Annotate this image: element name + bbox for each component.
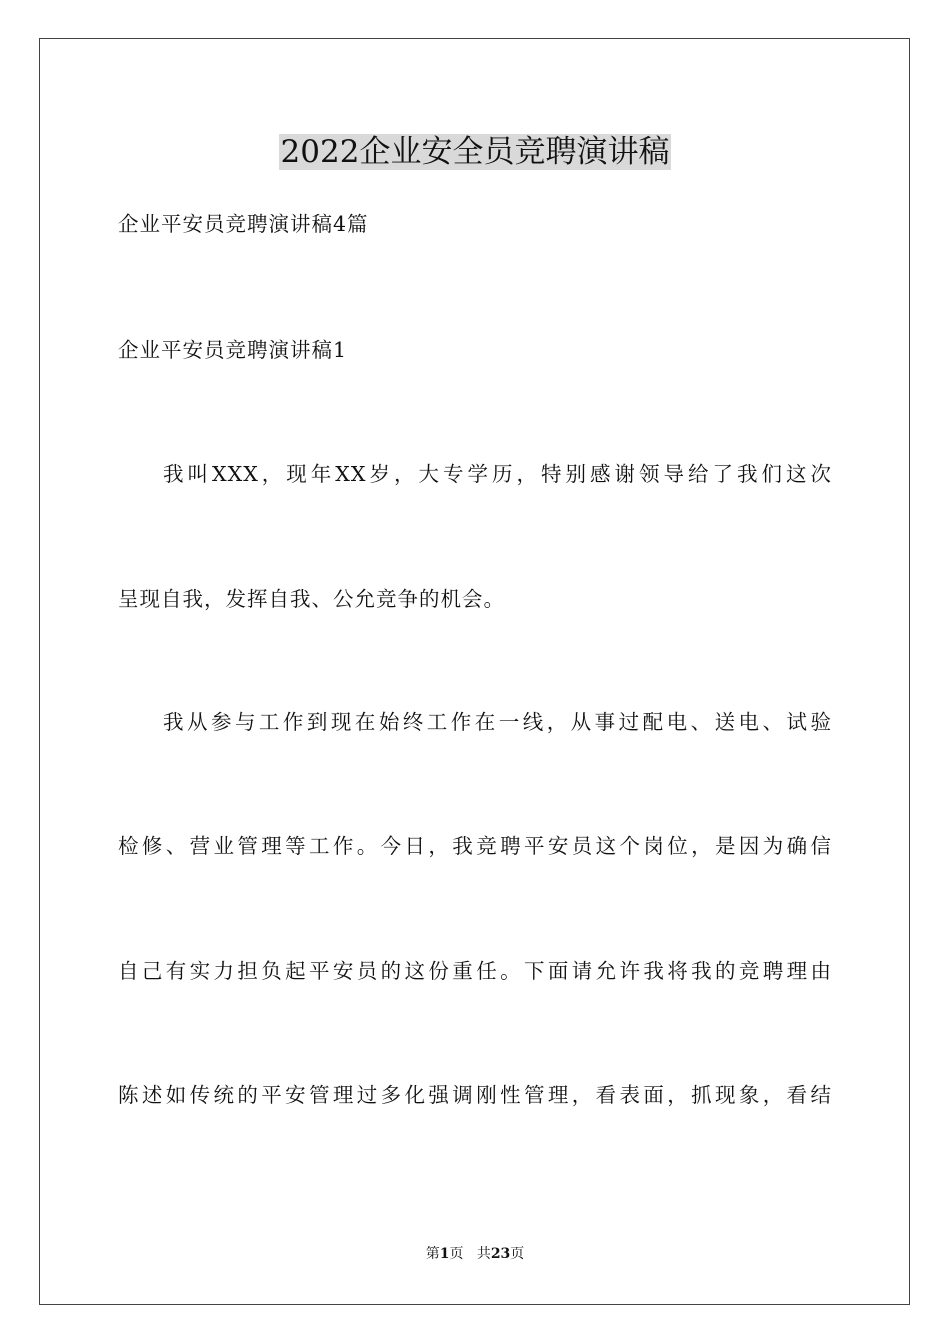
total-suffix: 页 [510,1246,525,1262]
document-title [0,124,950,180]
page-suffix: 页 [449,1246,464,1262]
total-prefix: 共 [476,1246,491,1262]
total-pages: 23 [490,1246,511,1262]
paragraph-line-4: 检修、营业管理等工作。今日，我竞聘平安员这个岗位，是因为确信 [118,834,832,858]
section-heading: 企业平安员竞聘演讲稿1 [118,338,348,362]
paragraph-line-2: 呈现自我，发挥自我、公允竞争的机会。 [118,587,505,611]
page-number: 1 [439,1246,450,1262]
paragraph-line-6: 陈述如传统的平安管理过多化强调刚性管理，看表面，抓现象，看结 [118,1083,832,1107]
document-subtitle: 企业平安员竞聘演讲稿4篇 [118,212,369,236]
paragraph-line-3: 我从参与工作到现在始终工作在一线，从事过配电、送电、试验 [163,710,832,734]
document-title-text: 2022企业安全员竞聘演讲稿 [280,134,670,170]
paragraph-line-5: 自己有实力担负起平安员的这份重任。下面请允许我将我的竞聘理由 [118,959,832,983]
paragraph-line-1: 我叫XXX，现年XX岁，大专学历，特别感谢领导给了我们这次 [163,462,832,486]
page-prefix: 第 [425,1246,440,1262]
page-footer [0,1244,950,1264]
